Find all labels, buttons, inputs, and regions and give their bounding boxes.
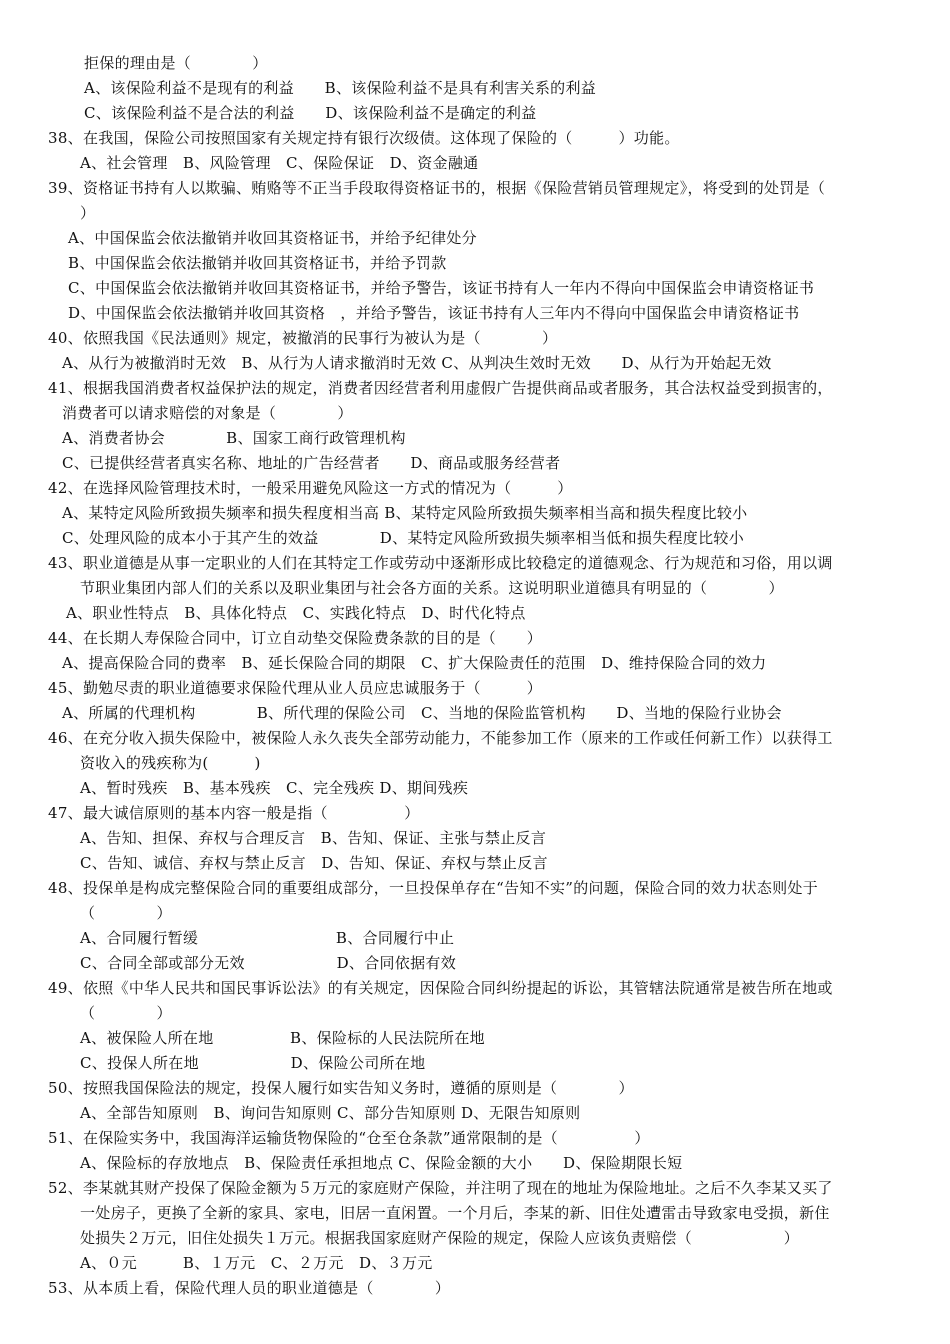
question-text: （ ） [80,1004,172,1022]
option-line: C、中国保监会依法撤销并收回其资格证书，并给予警告，该证书持有人一年内不得向中国保监会申请资格证书 [68,279,815,297]
question-53: 53、从本质上看，保险代理人员的职业道德是（ ） [48,1279,451,1297]
question-42: 42、在选择风险管理技术时，一般采用避免风险这一方式的情况为（ ） [48,479,573,497]
option-line: A、暂时残疾 B、基本残疾 C、完全残疾 D、期间残疾 [80,779,469,797]
question-50: 50、按照我国保险法的规定，投保人履行如实告知义务时，遵循的原则是（ ） [48,1079,634,1097]
question-46: 46、在充分收入损失保险中，被保险人永久丧失全部劳动能力，不能参加工作（原来的工作或任何新工作）以获得工 [48,729,833,747]
option-line: C、该保险利益不是合法的利益 D、该保险利益不是确定的利益 [84,104,537,122]
option-line: A、中国保监会依法撤销并收回其资格证书，并给予纪律处分 [68,229,477,247]
option-line: A、从行为被撤消时无效 B、从行为人请求撤消时无效 C、从判决生效时无效 D、从行为开始起无效 [62,354,772,372]
option-line: A、该保险利益不是现有的利益 B、该保险利益不是具有利害关系的利益 [84,79,597,97]
option-line: A、全部告知原则 B、询问告知原则 C、部分告知原则 D、无限告知原则 [80,1104,581,1122]
option-line: C、投保人所在地 D、保险公司所在地 [80,1054,426,1072]
question-51: 51、在保险实务中，我国海洋运输货物保险的“仓至仓条款”通常限制的是（ ） [48,1129,650,1147]
question-49: 49、依照《中华人民共和国民事诉讼法》的有关规定，因保险合同纠纷提起的诉讼，其管辖法院通常是被告所在地或 [48,979,833,997]
option-line: A、合同履行暂缓 B、合同履行中止 [80,929,455,947]
question-47: 47、最大诚信原则的基本内容一般是指（ ） [48,804,420,822]
question-52: 52、李某就其财产投保了保险金额为５万元的家庭财产保险，并注明了现在的地址为保险地址。之后不久李某又买了 [48,1179,833,1197]
question-text: 拒保的理由是（ ） [84,54,268,72]
question-text: 节职业集团内部人们的关系以及职业集团与社会各方面的关系。这说明职业道德具有明显的（ ） [80,579,784,597]
question-44: 44、在长期人寿保险合同中，订立自动垫交保险费条款的目的是（ ） [48,629,542,647]
option-line: A、职业性特点 B、具体化特点 C、实践化特点 D、时代化特点 [66,604,526,622]
question-text: 资收入的残疾称为( ) [80,754,261,772]
question-43: 43、职业道德是从事一定职业的人们在其特定工作或劳动中逐渐形成比较稳定的道德观念、行为规范和习俗，用以调 [48,554,833,572]
question-text: 消费者可以请求赔偿的对象是（ ） [62,404,353,422]
option-line: C、已提供经营者真实名称、地址的广告经营者 D、商品或服务经营者 [62,454,561,472]
question-text: 处损失２万元，旧住处损失１万元。根据我国家庭财产保险的规定，保险人应该负责赔偿（ ） [80,1229,800,1247]
option-line: D、中国保监会依法撤销并收回其资格 ，并给予警告，该证书持有人三年内不得向中国保监会申请资格证书 [68,304,800,322]
question-text: ） [80,204,96,222]
option-line: A、某特定风险所致损失频率和损失程度相当高 B、某特定风险所致损失频率相当高和损失程度比较小 [62,504,748,522]
question-45: 45、勤勉尽责的职业道德要求保险代理从业人员应忠诚服务于（ ） [48,679,542,697]
option-line: A、保险标的存放地点 B、保险责任承担地点 C、保险金额的大小 D、保险期限长短 [80,1154,683,1172]
question-41: 41、根据我国消费者权益保护法的规定，消费者因经营者利用虚假广告提供商品或者服务，其合法权益受到损害的， [48,379,833,397]
option-line: C、告知、诚信、弃权与禁止反言 D、告知、保证、弃权与禁止反言 [80,854,548,872]
option-line: A、消费者协会 B、国家工商行政管理机构 [62,429,406,447]
question-38: 38、在我国，保险公司按照国家有关规定持有银行次级债。这体现了保险的（ ）功能。 [48,129,680,147]
question-text: （ ） [80,904,172,922]
option-line: C、处理风险的成本小于其产生的效益 D、某特定风险所致损失频率相当低和损失程度比较小 [62,529,745,547]
question-40: 40、依照我国《民法通则》规定，被撤消的民事行为被认为是（ ） [48,329,558,347]
option-line: A、０元 B、１万元 C、２万元 D、３万元 [80,1254,433,1272]
option-line: A、提高保险合同的费率 B、延长保险合同的期限 C、扩大保险责任的范围 D、维持保险合同的效力 [62,654,767,672]
option-line: A、被保险人所在地 B、保险标的人民法院所在地 [80,1029,485,1047]
option-line: C、合同全部或部分无效 D、合同依据有效 [80,954,457,972]
option-line: A、告知、担保、弃权与合理反言 B、告知、保证、主张与禁止反言 [80,829,547,847]
option-line: B、中国保监会依法撤销并收回其资格证书，并给予罚款 [68,254,447,272]
question-text: 一处房子，更换了全新的家具、家电，旧居一直闲置。一个月后，李某的新、旧住处遭雷击导致家电受损，新住 [80,1204,830,1222]
option-line: A、社会管理 B、风险管理 C、保险保证 D、资金融通 [80,154,479,172]
option-line: A、所属的代理机构 B、所代理的保险公司 C、当地的保险监管机构 D、当地的保险行业协会 [62,704,782,722]
question-48: 48、投保单是构成完整保险合同的重要组成部分，一旦投保单存在“告知不实”的问题，保险合同的效力状态则处于 [48,879,819,897]
question-39: 39、资格证书持有人以欺骗、贿赂等不正当手段取得资格证书的，根据《保险营销员管理规定》，将受到的处罚是（ [48,179,826,197]
